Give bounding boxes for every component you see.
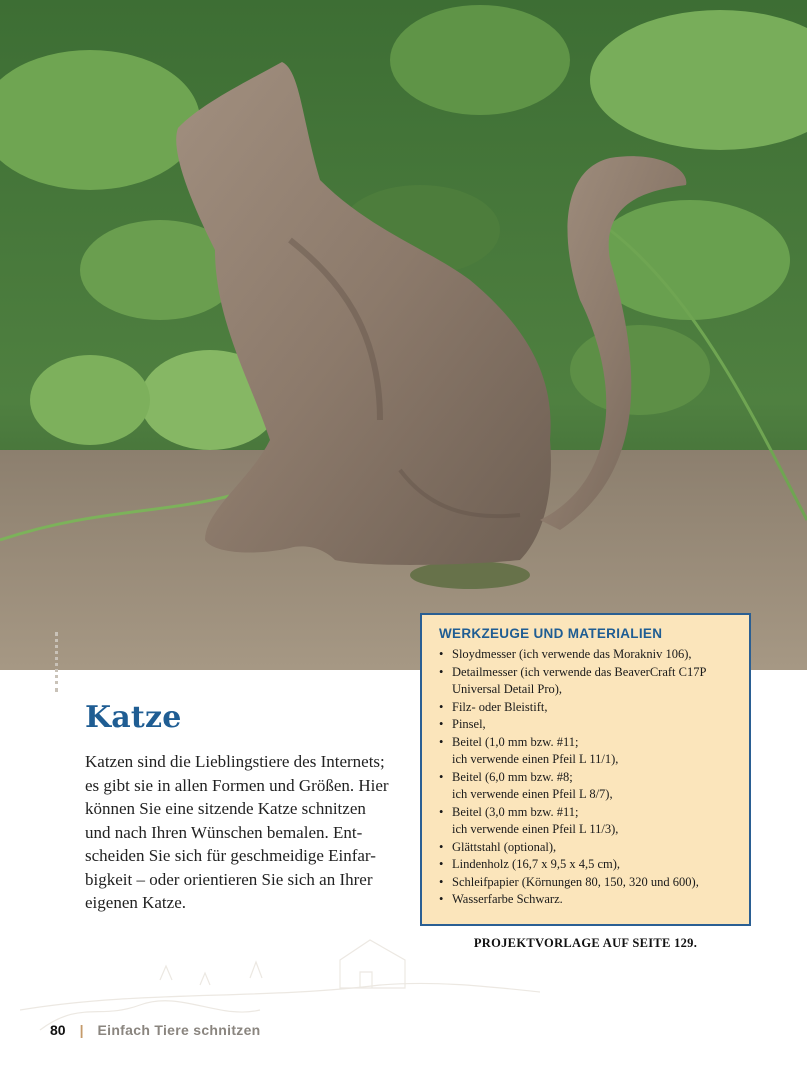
list-item [439, 716, 735, 734]
list-item-text: Schleifpapier (Körnungen 80, 150, 320 und 600), [452, 874, 699, 889]
list-item [439, 874, 735, 892]
intro-line: Katzen sind die Lieblingstiere des Internets; [85, 752, 385, 771]
list-item-text: Beitel (1,0 mm bzw. #11; [452, 734, 579, 749]
list-item [439, 891, 735, 909]
list-item-text: Glättstahl (optional), [452, 839, 557, 854]
intro-line: scheiden Sie sich für geschmeidige Einfar- [85, 846, 376, 865]
page-number: 80 [50, 1022, 66, 1038]
list-item [439, 699, 735, 717]
decorative-dotted-line [55, 632, 58, 692]
intro-paragraph [85, 750, 400, 915]
list-item-text: ich verwende einen Pfeil L 8/7), [452, 787, 613, 801]
list-item [439, 804, 735, 839]
page-title: Katze [85, 700, 182, 735]
list-item-text: Sloydmesser (ich verwende das Morakniv 106), [452, 647, 692, 661]
intro-line: eigenen Katze. [85, 893, 186, 912]
list-item [439, 646, 735, 664]
intro-line: können Sie eine sitzende Katze schnitzen [85, 799, 366, 818]
intro-line: bigkeit – oder orientieren Sie sich an Ihrer [85, 869, 373, 889]
list-item-text: Lindenholz (16,7 x 9,5 x 4,5 cm), [452, 857, 621, 871]
page-footer [50, 1022, 261, 1038]
list-item [439, 664, 735, 699]
book-title: Einfach Tiere schnitzen [97, 1022, 261, 1038]
list-item-text: ich verwende einen Pfeil L 11/1), [452, 752, 619, 766]
list-item [439, 734, 735, 769]
list-item-text: Beitel (6,0 mm bzw. #8; [452, 769, 573, 784]
materials-title: WERKZEUGE UND MATERIALIEN [439, 626, 663, 641]
footer-separator: | [79, 1022, 84, 1038]
list-item-text: Wasserfarbe Schwarz. [452, 892, 563, 906]
list-item [439, 769, 735, 804]
list-item-text: Universal Detail Pro), [452, 682, 563, 696]
list-item-text: Detailmesser (ich verwende das BeaverCraft C17P [452, 664, 707, 679]
list-item-text: Pinsel, [452, 717, 486, 731]
list-item-text: Filz- oder Bleistift, [452, 699, 548, 714]
materials-box [420, 613, 751, 926]
list-item-text: ich verwende einen Pfeil L 11/3), [452, 822, 619, 836]
intro-line: es gibt sie in allen Formen und Größen. Hier [85, 775, 389, 795]
intro-line: und nach Ihren Wünschen bemalen. Ent- [85, 822, 363, 842]
list-item [439, 839, 735, 857]
list-item [439, 856, 735, 874]
materials-list [439, 646, 735, 909]
project-reference: PROJEKTVORLAGE AUF SEITE 129. [473, 936, 698, 950]
list-item-text: Beitel (3,0 mm bzw. #11; [452, 804, 579, 819]
